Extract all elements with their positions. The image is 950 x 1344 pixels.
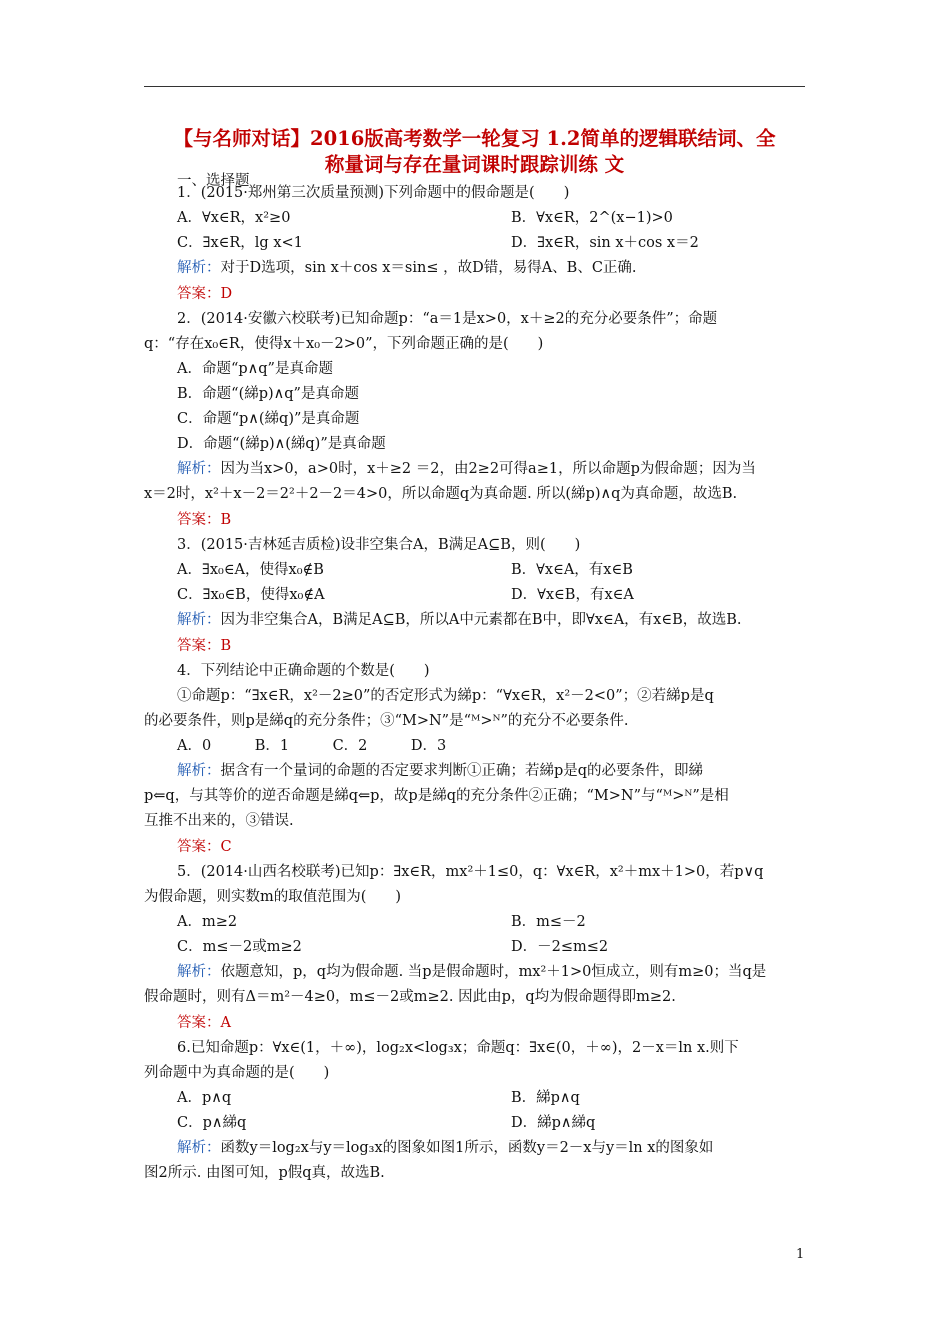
text-line: A．p∧q: [177, 1090, 232, 1106]
text-line: B．∀x∈A，有x∈B: [511, 562, 633, 578]
text-line: A．命题“p∧q”是真命题: [177, 361, 333, 377]
analysis-text: 因为当x>0，a>0时，x＋≥2 ＝2，由2≥2可得a≥1，所以命题p为假命题；因为当: [220, 461, 756, 477]
text-line: 4．下列结论中正确命题的个数是( ): [177, 663, 430, 679]
section-heading: 一、选择题: [177, 173, 250, 189]
analysis-label: 解析：: [177, 461, 221, 477]
text-line: B．綈p∧q: [511, 1090, 580, 1106]
text-line: 图2所示. 由图可知，p假q真，故选B.: [144, 1165, 385, 1181]
text-line: A．∀x∈R，x²≥0: [177, 210, 291, 226]
text-line: B．命题“(綈p)∧q”是真命题: [177, 386, 359, 402]
text-line: B．∀x∈R，2^(x−1)>0: [511, 210, 673, 226]
text-line: C．p∧綈q: [177, 1115, 247, 1131]
answer-line: 答案：B: [177, 512, 232, 528]
text-line: 列命题中为真命题的是( ): [144, 1065, 330, 1081]
header-rule: [144, 86, 805, 87]
text-line: x＝2时，x²＋x－2＝2²＋2－2＝4>0，所以命题q为真命题. 所以(綈p)∧q为真命题，故选B.: [144, 486, 738, 502]
analysis-text: 依题意知，p，q均为假命题. 当p是假命题时，mx²＋1>0恒成立，则有m≥0；当q是: [220, 964, 767, 980]
text-line: 假命题时，则有Δ＝m²－4≥0，m≤－2或m≥2. 因此由p，q均为假命题得即m≥2.: [144, 989, 676, 1005]
page-number: 1: [796, 1247, 805, 1262]
answer-line: 答案：B: [177, 638, 232, 654]
text-line: p⇐q，与其等价的逆否命题是綈q⇐p，故p是綈q的充分条件②正确；“M>N”与“ᴹ>ᴺ”是相: [144, 788, 729, 804]
text-line: 3．(2015·吉林延吉质检)设非空集合A，B满足A⊆B，则( ): [177, 537, 581, 553]
title-line-2: 称量词与存在量词课时跟踪训练 文: [324, 153, 625, 176]
analysis-line: [177, 1138, 713, 1158]
analysis-line: [177, 962, 766, 982]
analysis-line: [177, 610, 742, 630]
analysis-text: 对于D选项，sin x＋cos x＝sin≤ ，故D错，易得A、B、C正确.: [220, 260, 637, 276]
text-line: D．∃x∈R，sin x＋cos x＝2: [511, 235, 699, 251]
text-line: q：“存在x₀∈R，使得x＋x₀－2>0”，下列命题正确的是( ): [144, 336, 544, 352]
text-line: 6.已知命题p：∀x∈(1，＋∞)，log₂x<log₃x；命题q：∃x∈(0，＋∞)，2－x＝ln x.则下: [177, 1040, 739, 1056]
text-line: 5．(2014·山西名校联考)已知p：∃x∈R，mx²＋1≤0，q：∀x∈R，x²＋mx＋1>0，若p∨q: [177, 864, 764, 880]
text-line: 1．(2015·郑州第三次质量预测)下列命题中的假命题是( ): [177, 185, 570, 201]
text-line: D．∀x∈B，有x∈A: [511, 587, 634, 603]
text-line: ①命题p：“∃x∈R，x²－2≥0”的否定形式为綈p：“∀x∈R，x²－2<0”；②若綈p是q: [177, 688, 714, 704]
title-line-1: 【与名师对话】2016版高考数学一轮复习 1.2简单的逻辑联结词、全: [173, 127, 776, 150]
analysis-label: 解析：: [177, 964, 221, 980]
text-line: C．∃x∈R，lg x<1: [177, 235, 303, 251]
text-line: 2．(2014·安徽六校联考)已知命题p：“a＝1是x>0，x＋≥2的充分必要条件”；命题: [177, 311, 718, 327]
analysis-label: 解析：: [177, 260, 221, 276]
analysis-text: 因为非空集合A，B满足A⊆B，所以A中元素都在B中，即∀x∈A，有x∈B，故选B.: [220, 612, 742, 628]
analysis-line: [177, 459, 756, 479]
text-line: 互推不出来的，③错误.: [144, 813, 294, 829]
answer-line: 答案：A: [177, 1015, 231, 1031]
text-line: A．m≥2: [177, 914, 238, 930]
text-line: 的必要条件，则p是綈q的充分条件；③“M>N”是“ᴹ>ᴺ”的充分不必要条件.: [144, 713, 629, 729]
analysis-label: 解析：: [177, 612, 221, 628]
analysis-text: 函数y＝log₂x与y＝log₃x的图象如图1所示，函数y＝2－x与y＝ln x的图象如: [220, 1140, 714, 1156]
analysis-label: 解析：: [177, 1140, 221, 1156]
text-line: A．∃x₀∈A，使得x₀∉B: [177, 562, 324, 578]
text-line: 为假命题，则实数m的取值范围为( ): [144, 889, 402, 905]
text-line: D．－2≤m≤2: [511, 939, 609, 955]
answer-line: 答案：D: [177, 286, 233, 302]
text-line: D．命题“(綈p)∧(綈q)”是真命题: [177, 436, 386, 452]
text-line: C．∃x₀∈B，使得x₀∉A: [177, 587, 325, 603]
analysis-line: [177, 258, 637, 278]
analysis-line: [177, 761, 703, 781]
text-line: B．m≤－2: [511, 914, 586, 930]
text-line: C．命题“p∧(綈q)”是真命题: [177, 411, 360, 427]
text-line: D．綈p∧綈q: [511, 1115, 596, 1131]
analysis-text: 据含有一个量词的命题的否定要求判断①正确；若綈p是q的必要条件，即綈: [220, 763, 704, 779]
answer-line: 答案：C: [177, 839, 232, 855]
text-line: C．m≤－2或m≥2: [177, 939, 302, 955]
text-line: A．0 B．1 C．2 D．3: [177, 738, 447, 754]
analysis-label: 解析：: [177, 763, 221, 779]
